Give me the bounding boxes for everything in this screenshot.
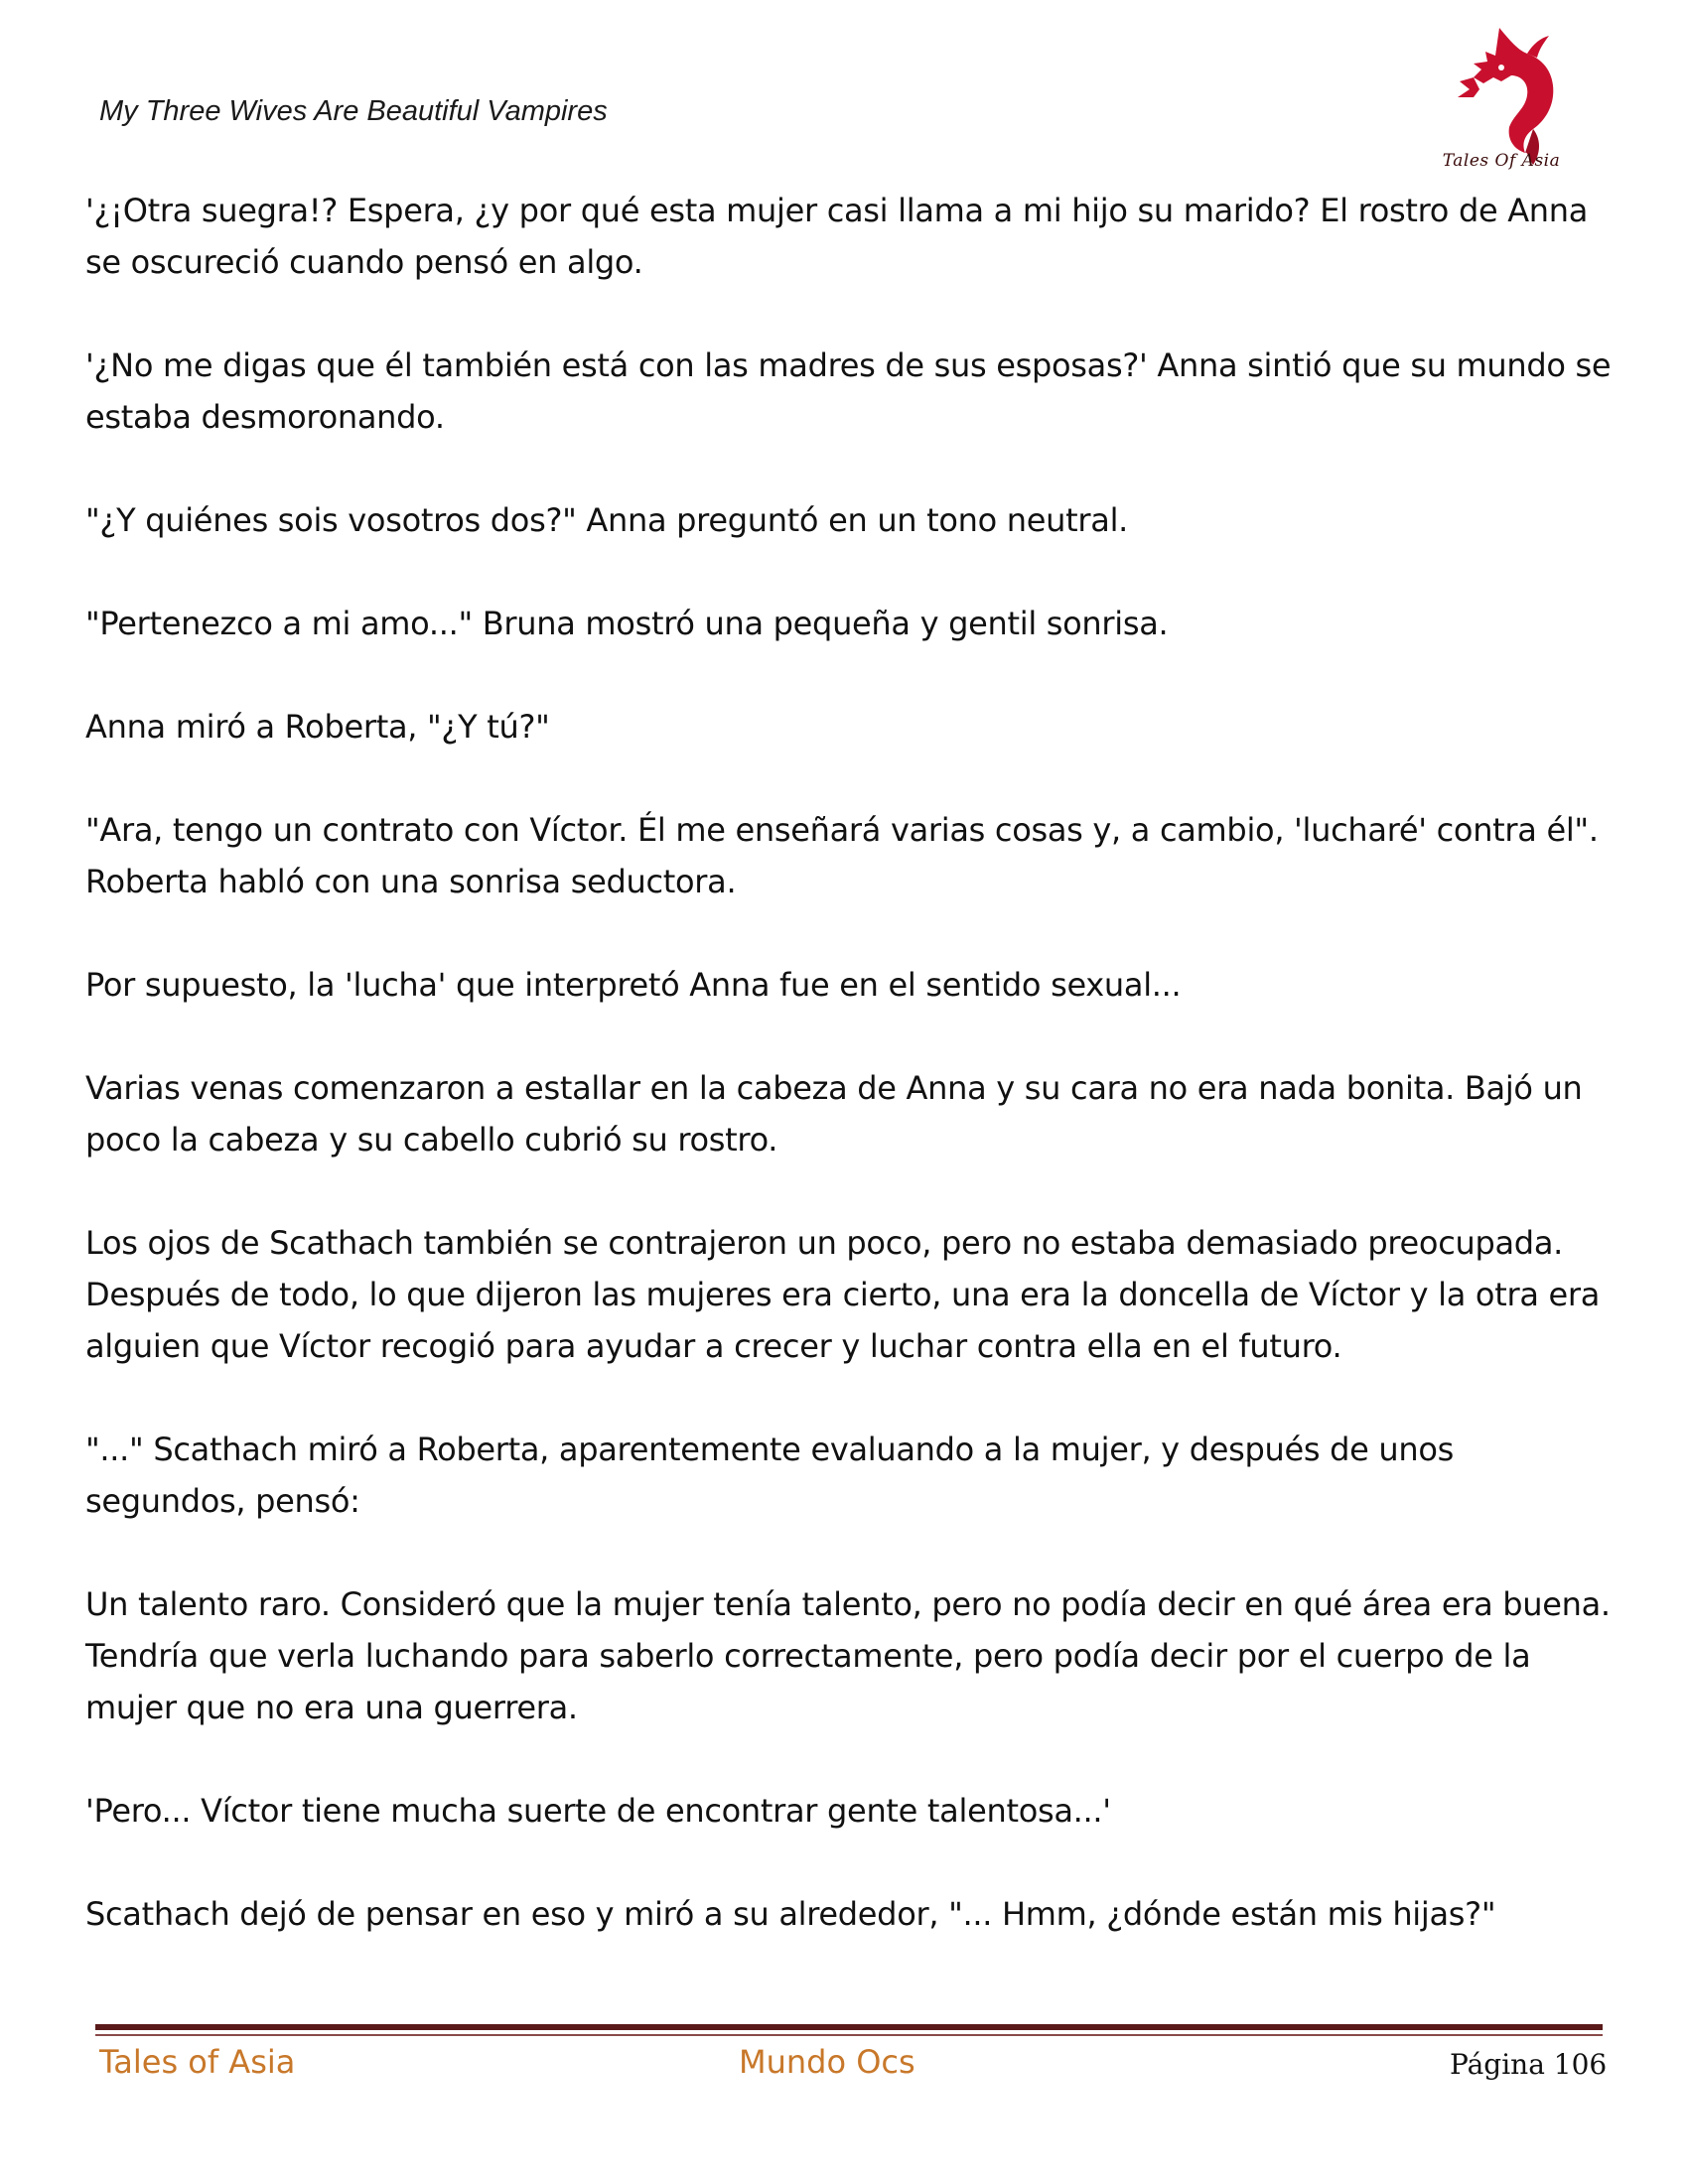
footer-section: Mundo Ocs [739,2043,915,2081]
paragraph: "..." Scathach miró a Roberta, aparentemente evaluando a la mujer, y después de unos segundos, pensó: [85,1431,1454,1520]
footer-publisher: Tales of Asia [99,2043,296,2081]
paragraph: "¿Y quiénes sois vosotros dos?" Anna preguntó en un tono neutral. [85,501,1129,539]
paragraph: Varias venas comenzaron a estallar en la cabeza de Anna y su cara no era nada bonita. Bajó un poco la cabeza y su cabello cubrió su rostro. [85,1069,1583,1159]
footer-divider [95,2024,1603,2030]
paragraph: Scathach dejó de pensar en eso y miró a su alrededor, "... Hmm, ¿dónde están mis hijas?" [85,1895,1496,1933]
paragraph: '¿No me digas que él también está con las madres de sus esposas?' Anna sintió que su mundo se estaba desmoronando. [85,346,1612,436]
logo-text: Tales Of Asia [1442,151,1561,171]
footer-divider-thin [95,2034,1603,2036]
paragraph: '¿¡Otra suegra!? Espera, ¿y por qué esta mujer casi llama a mi hijo su marido? El rostro de Anna se oscureció cuando pensó en algo. [85,192,1589,281]
page-number: Página 106 [1450,2048,1608,2081]
paragraph: Por supuesto, la 'lucha' que interpretó Anna fue en el sentido sexual... [85,966,1182,1004]
paragraph: 'Pero... Víctor tiene mucha suerte de encontrar gente talentosa...' [85,1792,1111,1830]
page-body [85,185,1615,1991]
paragraph: "Ara, tengo un contrato con Víctor. Él me enseñará varias cosas y, a cambio, 'lucharé' contra él". Roberta habló con una sonrisa seductora. [85,811,1599,900]
paragraph: Los ojos de Scathach también se contrajeron un poco, pero no estaba demasiado preocupada. Después de todo, lo que dijeron las mujeres era cierto, una era la doncella de Víctor y la otra era alguien que Víctor recogió para ayudar a crecer y luchar contra ella en el futuro. [85,1224,1601,1365]
paragraph: "Pertenezco a mi amo..." Bruna mostró una pequeña y gentil sonrisa. [85,605,1169,642]
paragraph: Un talento raro. Consideró que la mujer tenía talento, pero no podía decir en qué área era buena. Tendría que verla luchando para saberlo correctamente, pero podía decir por el cuerpo de la mujer que no era una guerrera. [85,1585,1611,1726]
document-header-title: My Three Wives Are Beautiful Vampires [99,95,608,127]
paragraph: Anna miró a Roberta, "¿Y tú?" [85,708,550,746]
